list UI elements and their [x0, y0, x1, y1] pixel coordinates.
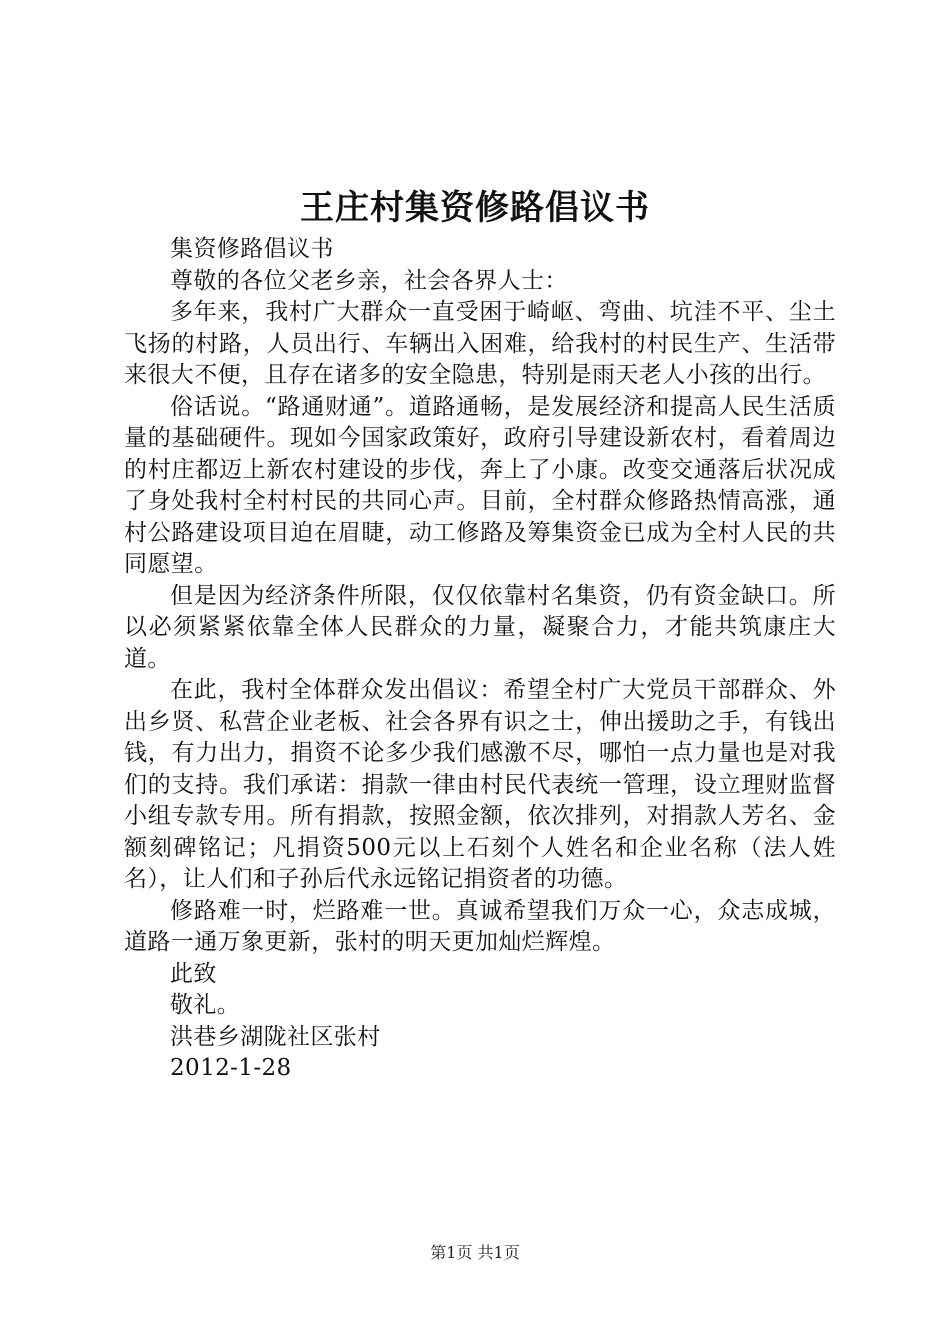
page-footer: 第1页 共1页 — [430, 1243, 520, 1262]
closing-line-2: 敬礼。 — [170, 992, 241, 1018]
date: 2012-1-28 — [170, 1055, 292, 1081]
closing-line-1: 此致 — [170, 960, 217, 987]
paragraph-3: 但是因为经济条件所限，仅仅依靠村名集资，仍有资金缺口。所以必须紧紧依靠全体人民群众的力量，凝聚合力，才能共筑康庄大道。 — [124, 582, 836, 672]
paragraph-1: 多年来，我村广大群众一直受困于崎岖、弯曲、坑洼不平、尘土飞扬的村路，人员出行、车辆出入困难，给我村的村民生产、生活带来很大不便，且存在诸多的安全隐患，特别是雨天老人小孩的出行。 — [124, 299, 836, 388]
paragraph-4: 在此，我村全体群众发出倡议：希望全村广大党员干部群众、外出乡贤、私营企业老板、社会各界有识之士，伸出援助之手，有钱出钱，有力出力，捐资不论多少我们感激不尽，哪怕一点力量也是对我们的支持。我们承诺：捐款一律由村民代表统一管理，设立理财监督小组专款专用。所有捐款，按照金额，依次排列，对捐款人芳名、金额刻碑铭记；凡捐资500元以上石刻个人姓名和企业名称（法人姓名），让人们和子孙后代永远铭记捐资者的功德。 — [124, 677, 836, 892]
document-title: 王庄村集资修路倡议书 — [300, 188, 650, 228]
salutation: 尊敬的各位父老乡亲，社会各界人士： — [170, 267, 568, 294]
paragraph-5: 修路难一时，烂路难一世。真诚希望我们万众一心，众志成城，道路一通万象更新，张村的明天更加灿烂辉煌。 — [124, 897, 836, 955]
document-heading: 集资修路倡议书 — [170, 236, 334, 262]
paragraph-2: 俗话说。“路通财通”。道路通畅，是发展经济和提高人民生活质量的基础硬件。现如今国家政策好，政府引导建设新农村，看着周边的村庄都迈上新农村建设的步伐，奔上了小康。改变交通落后状况成了身处我村全村村民的共同心声。目前，全村群众修路热情高涨，通村公路建设项目迫在眉睫，动工修路及筹集资金已成为全村人民的共同愿望。 — [124, 393, 836, 577]
document-body — [124, 234, 836, 1085]
signature: 洪巷乡湖陇社区张村 — [170, 1023, 381, 1050]
